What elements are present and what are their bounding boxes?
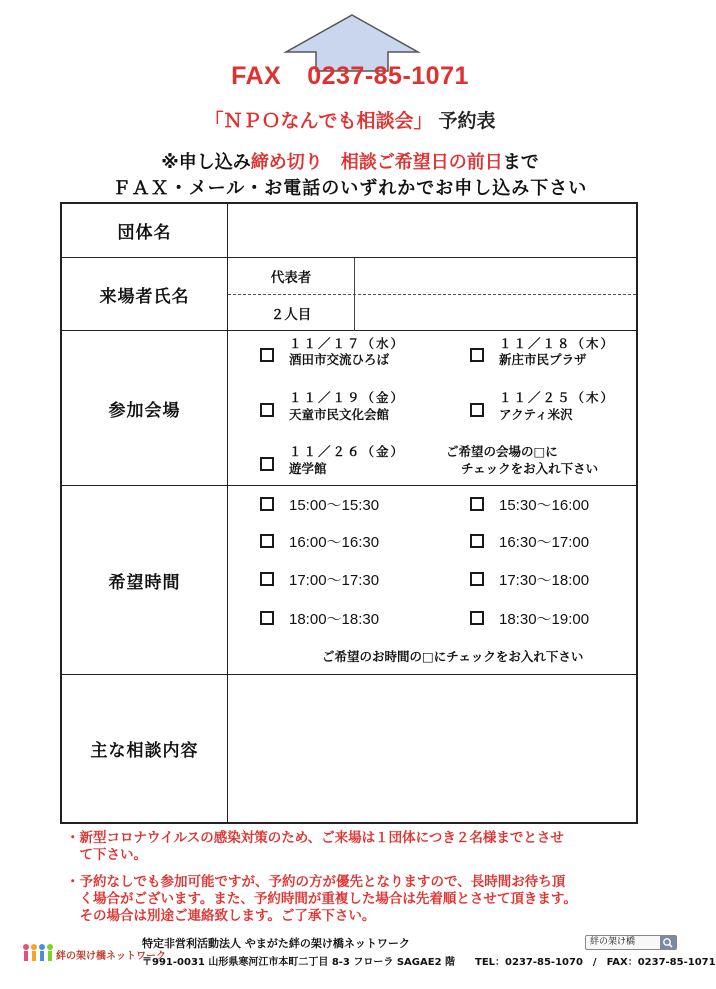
notice-prefix: ※申し込み [161, 152, 251, 173]
note-line: ・予約なしでも参加可能ですが、予約の方が優先となりますので、長時間お待ち頂 [66, 874, 566, 890]
search-icon[interactable] [660, 936, 676, 949]
venue-date: １１／１９（金） [289, 390, 406, 405]
footer-address: 〒991-0031 山形県寒河江市本町二丁目 8-3 フローラ SAGAE2 階 TEL：0237-85-1070 / FAX：0237-85-1071 [142, 957, 716, 968]
topic-label: 主な相談内容 [62, 675, 228, 822]
attendee-label: 来場者氏名 [62, 258, 228, 330]
note-line: ・新型コロナウイルスの感染対策のため、ご来場は１団体につき２名様までとさせ [66, 830, 564, 846]
venue-date: １１／１７（水） [289, 336, 406, 351]
venue-name: 新庄市民プラザ [499, 352, 587, 367]
note-line: く場合がございます。また、予約時間が重複した場合は先着順とさせて頂きます。 [66, 891, 577, 907]
venue-checkbox[interactable] [260, 457, 274, 471]
time-slot: 16:30～17:00 [499, 534, 590, 551]
org-input[interactable] [229, 204, 636, 257]
search-box-text: 絆の架け橋 [590, 937, 636, 947]
org-row [62, 204, 636, 258]
note-line: その場合は別途ご連絡致します。ご了承下さい。 [66, 908, 376, 924]
venue-note-line2: チェックをお入れ下さい [461, 461, 599, 476]
time-checkbox[interactable] [470, 497, 484, 511]
venue-checkbox[interactable] [260, 348, 274, 362]
time-slot: 18:00～18:30 [289, 611, 380, 628]
time-slot: 17:00～17:30 [289, 572, 380, 589]
attendee-row [62, 258, 636, 331]
attendee-second-row [228, 295, 636, 331]
time-slot: 16:00～16:30 [289, 534, 380, 551]
venue-name: 遊学館 [289, 461, 327, 476]
footer-search-box[interactable] [585, 935, 677, 950]
venue-checkbox[interactable] [470, 348, 484, 362]
logo-text: 絆の架け橋ネットワーク [56, 951, 166, 962]
venue-label: 参加会場 [62, 331, 228, 485]
venue-date: １１／２５（木） [499, 390, 616, 405]
attendee-rep-input[interactable] [356, 258, 636, 294]
attendee-rep-label: 代表者 [228, 258, 355, 294]
venue-name: 天童市民文化会館 [289, 407, 390, 422]
covid-note [66, 830, 564, 864]
time-checkbox[interactable] [260, 572, 274, 586]
time-checkbox[interactable] [260, 611, 274, 625]
time-slot: 17:30～18:00 [499, 572, 590, 589]
notice-deadline: 締め切り 相談ご希望日の前日 [250, 152, 503, 173]
org-logo [20, 938, 166, 966]
attendee-second-label: ２人目 [228, 295, 355, 331]
time-checkbox[interactable] [260, 534, 274, 548]
title-main: 「ＮＰＯなんでも相談会」 [204, 110, 433, 132]
time-checkbox[interactable] [470, 534, 484, 548]
time-note: ご希望のお時間の□にチェックをお入れ下さい [322, 649, 584, 664]
attendee-second-input[interactable] [356, 295, 636, 331]
fax-number-heading [0, 62, 700, 91]
venue-date: １１／１８（木） [499, 336, 616, 351]
venue-row [62, 331, 636, 486]
logo-figures-icon [20, 938, 166, 966]
notice-suffix: まで [502, 152, 539, 173]
time-slot: 18:30～19:00 [499, 611, 590, 628]
time-checkbox[interactable] [470, 572, 484, 586]
time-row [62, 486, 636, 675]
time-slot: 15:30～16:00 [499, 497, 590, 514]
venue-note-line1: ご希望の会場の□に [446, 444, 558, 459]
topic-row [62, 675, 636, 822]
venue-checkbox[interactable] [470, 403, 484, 417]
time-slot: 15:00～15:30 [289, 497, 380, 514]
deadline-notice [0, 148, 700, 174]
note-line: て下さい。 [66, 847, 147, 863]
venue-name: アクティ米沢 [499, 407, 573, 422]
attendee-rep-row [228, 258, 636, 294]
time-checkbox[interactable] [470, 611, 484, 625]
priority-note [66, 874, 577, 925]
venue-checkbox[interactable] [260, 403, 274, 417]
contact-method-notice: ＦＡＸ・メール・お電話のいずれかでお申し込み下さい [112, 178, 588, 199]
venue-name: 酒田市交流ひろば [289, 352, 390, 367]
time-checkbox[interactable] [260, 497, 274, 511]
footer-org-name: 特定非営利活動法人 やまがた絆の架け橋ネットワーク [142, 937, 410, 950]
topic-input[interactable] [229, 675, 636, 822]
page-title [0, 106, 700, 133]
fax-label: FAX [231, 62, 282, 90]
venue-date: １１／２６（金） [289, 444, 406, 459]
time-label: 希望時間 [62, 486, 228, 674]
org-label: 団体名 [62, 204, 228, 257]
title-suffix: 予約表 [438, 110, 496, 132]
fax-number: 0237-85-1071 [307, 62, 469, 90]
reservation-form [60, 202, 638, 824]
